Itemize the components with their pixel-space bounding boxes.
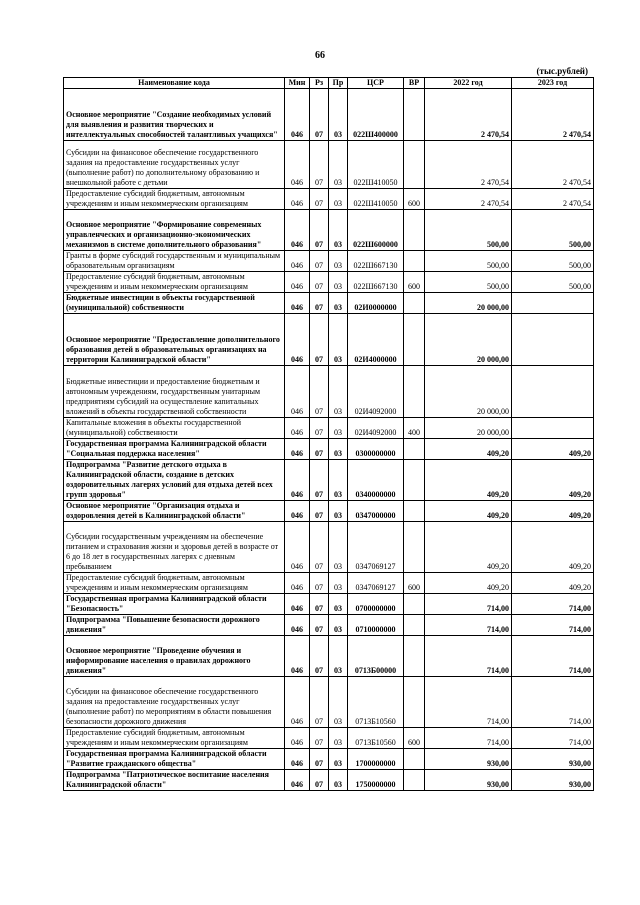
cell-pr: 03 xyxy=(329,141,348,189)
cell-2023: 930,00 xyxy=(512,770,594,791)
cell-min: 046 xyxy=(285,439,310,460)
cell-min: 046 xyxy=(285,501,310,522)
cell-rz: 07 xyxy=(310,636,329,677)
cell-2022: 409,20 xyxy=(425,522,512,573)
cell-rz: 07 xyxy=(310,418,329,439)
cell-2022: 930,00 xyxy=(425,770,512,791)
cell-name: Государственная программа Калининградской области "Безопасность" xyxy=(64,594,285,615)
cell-rz: 07 xyxy=(310,501,329,522)
header-pr: Пр xyxy=(329,78,348,89)
cell-vr xyxy=(404,522,425,573)
cell-csr: 02И4000000 xyxy=(348,314,404,366)
cell-min: 046 xyxy=(285,615,310,636)
cell-2023: 714,00 xyxy=(512,615,594,636)
cell-pr: 03 xyxy=(329,522,348,573)
cell-csr: 0713Б10560 xyxy=(348,677,404,728)
cell-2023: 2 470,54 xyxy=(512,89,594,141)
cell-rz: 07 xyxy=(310,293,329,314)
cell-rz: 07 xyxy=(310,89,329,141)
cell-2022: 20 000,00 xyxy=(425,314,512,366)
cell-pr: 03 xyxy=(329,272,348,293)
cell-min: 046 xyxy=(285,89,310,141)
cell-csr: 02И0000000 xyxy=(348,293,404,314)
cell-vr xyxy=(404,615,425,636)
cell-name: Бюджетные инвестиции и предоставление бюджетным и автономным учреждениям, государственным унитарным предприятиям субсидий на осуществление капитальных вложений в объекты государственной собственности xyxy=(64,366,285,418)
cell-2023: 930,00 xyxy=(512,749,594,770)
cell-min: 046 xyxy=(285,314,310,366)
cell-csr: 0300000000 xyxy=(348,439,404,460)
cell-2022: 714,00 xyxy=(425,636,512,677)
cell-rz: 07 xyxy=(310,615,329,636)
cell-2022: 409,20 xyxy=(425,573,512,594)
table-row xyxy=(64,293,594,314)
cell-2023: 409,20 xyxy=(512,501,594,522)
page-number: 66 xyxy=(315,50,325,61)
cell-rz: 07 xyxy=(310,522,329,573)
cell-pr: 03 xyxy=(329,636,348,677)
table-row xyxy=(64,594,594,615)
header-csr: ЦСР xyxy=(348,78,404,89)
table-row xyxy=(64,615,594,636)
cell-2022: 500,00 xyxy=(425,251,512,272)
cell-2022: 2 470,54 xyxy=(425,89,512,141)
cell-2022: 409,20 xyxy=(425,439,512,460)
cell-pr: 03 xyxy=(329,677,348,728)
cell-2022: 714,00 xyxy=(425,615,512,636)
cell-2023: 500,00 xyxy=(512,272,594,293)
header-rz: Рз xyxy=(310,78,329,89)
table-row xyxy=(64,418,594,439)
table-row xyxy=(64,749,594,770)
cell-min: 046 xyxy=(285,677,310,728)
cell-name: Субсидии государственным учреждениям на обеспечение питанием и страхования жизни и здоровья детей в возрасте от 6 до 18 лет в государственных лагерях с дневным пребыванием xyxy=(64,522,285,573)
cell-vr xyxy=(404,89,425,141)
cell-vr xyxy=(404,141,425,189)
cell-2023: 714,00 xyxy=(512,728,594,749)
cell-name: Бюджетные инвестиции в объекты государственной (муниципальной) собственности xyxy=(64,293,285,314)
cell-pr: 03 xyxy=(329,89,348,141)
table-row xyxy=(64,522,594,573)
cell-2022: 2 470,54 xyxy=(425,189,512,210)
cell-vr xyxy=(404,439,425,460)
cell-pr: 03 xyxy=(329,770,348,791)
cell-vr xyxy=(404,366,425,418)
cell-pr: 03 xyxy=(329,189,348,210)
cell-vr xyxy=(404,749,425,770)
cell-rz: 07 xyxy=(310,272,329,293)
table-row xyxy=(64,89,594,141)
cell-2023 xyxy=(512,366,594,418)
cell-2023 xyxy=(512,293,594,314)
cell-csr: 022Ш410050 xyxy=(348,189,404,210)
cell-rz: 07 xyxy=(310,770,329,791)
cell-vr xyxy=(404,594,425,615)
cell-vr xyxy=(404,501,425,522)
cell-min: 046 xyxy=(285,636,310,677)
cell-min: 046 xyxy=(285,749,310,770)
table-row xyxy=(64,636,594,677)
cell-2023: 500,00 xyxy=(512,251,594,272)
cell-name: Государственная программа Калининградской области "Социальная поддержка населения" xyxy=(64,439,285,460)
cell-name: Подпрограмма "Повышение безопасности дорожного движения" xyxy=(64,615,285,636)
table-row xyxy=(64,677,594,728)
cell-vr: 600 xyxy=(404,189,425,210)
cell-vr: 600 xyxy=(404,272,425,293)
cell-vr xyxy=(404,677,425,728)
cell-name: Предоставление субсидий бюджетным, автономным учреждениям и иным некоммерческим организациям xyxy=(64,189,285,210)
cell-name: Субсидии на финансовое обеспечение государственного задания на предоставление государственных услуг (выполнение работ) по мероприятиям в области повышения безопасности дорожного движения xyxy=(64,677,285,728)
cell-vr: 600 xyxy=(404,728,425,749)
cell-2023: 2 470,54 xyxy=(512,141,594,189)
cell-pr: 03 xyxy=(329,418,348,439)
cell-2022: 409,20 xyxy=(425,501,512,522)
cell-name: Предоставление субсидий бюджетным, автономным учреждениям и иным некоммерческим организациям xyxy=(64,728,285,749)
cell-csr: 0710000000 xyxy=(348,615,404,636)
cell-name: Предоставление субсидий бюджетным, автономным учреждениям и иным некоммерческим организациям xyxy=(64,573,285,594)
cell-pr: 03 xyxy=(329,594,348,615)
cell-min: 046 xyxy=(285,366,310,418)
cell-name: Капитальные вложения в объекты государственной (муниципальной) собственности xyxy=(64,418,285,439)
cell-vr xyxy=(404,314,425,366)
cell-rz: 07 xyxy=(310,189,329,210)
cell-2022: 714,00 xyxy=(425,677,512,728)
table-row xyxy=(64,770,594,791)
cell-name: Основное мероприятие "Организация отдыха и оздоровления детей в Калининградской области" xyxy=(64,501,285,522)
cell-name: Основное мероприятие "Формирование современных управленческих и организационно-экономических механизмов в системе дополнительного образования" xyxy=(64,210,285,251)
header-min: Мин xyxy=(285,78,310,89)
cell-csr: 0347069127 xyxy=(348,522,404,573)
cell-vr: 400 xyxy=(404,418,425,439)
cell-csr: 1700000000 xyxy=(348,749,404,770)
cell-2022: 409,20 xyxy=(425,460,512,501)
budget-table xyxy=(63,77,594,791)
cell-2023: 500,00 xyxy=(512,210,594,251)
cell-csr: 0713Б10560 xyxy=(348,728,404,749)
table-row xyxy=(64,439,594,460)
table-row xyxy=(64,728,594,749)
cell-name: Подпрограмма "Патриотическое воспитание населения Калининградской области" xyxy=(64,770,285,791)
cell-csr: 0340000000 xyxy=(348,460,404,501)
cell-vr xyxy=(404,293,425,314)
cell-2023: 2 470,54 xyxy=(512,189,594,210)
cell-vr xyxy=(404,251,425,272)
table-row xyxy=(64,141,594,189)
cell-rz: 07 xyxy=(310,366,329,418)
cell-min: 046 xyxy=(285,189,310,210)
cell-pr: 03 xyxy=(329,460,348,501)
table-row xyxy=(64,366,594,418)
table-row xyxy=(64,314,594,366)
cell-pr: 03 xyxy=(329,749,348,770)
cell-rz: 07 xyxy=(310,728,329,749)
cell-rz: 07 xyxy=(310,594,329,615)
cell-rz: 07 xyxy=(310,210,329,251)
cell-rz: 07 xyxy=(310,749,329,770)
cell-min: 046 xyxy=(285,293,310,314)
cell-min: 046 xyxy=(285,522,310,573)
cell-pr: 03 xyxy=(329,314,348,366)
cell-rz: 07 xyxy=(310,573,329,594)
header-vr: ВР xyxy=(404,78,425,89)
cell-2022: 930,00 xyxy=(425,749,512,770)
header-name: Наименование кода xyxy=(64,78,285,89)
cell-vr: 600 xyxy=(404,573,425,594)
cell-pr: 03 xyxy=(329,728,348,749)
cell-min: 046 xyxy=(285,251,310,272)
cell-2022: 20 000,00 xyxy=(425,366,512,418)
cell-2022: 714,00 xyxy=(425,728,512,749)
cell-min: 046 xyxy=(285,418,310,439)
cell-pr: 03 xyxy=(329,615,348,636)
table-row xyxy=(64,251,594,272)
header-2023: 2023 год xyxy=(512,78,594,89)
cell-min: 046 xyxy=(285,728,310,749)
header-row xyxy=(64,78,594,89)
cell-2023: 714,00 xyxy=(512,636,594,677)
cell-name: Подпрограмма "Развитие детского отдыха в Калининградской области, создание в детских оздоровительных лагерях условий для отдыха детей всех групп здоровья" xyxy=(64,460,285,501)
cell-2022: 714,00 xyxy=(425,594,512,615)
cell-pr: 03 xyxy=(329,293,348,314)
cell-min: 046 xyxy=(285,594,310,615)
cell-vr xyxy=(404,210,425,251)
cell-min: 046 xyxy=(285,272,310,293)
cell-name: Основное мероприятие "Создание необходимых условий для выявления и развития творческих и интеллектуальных способностей талантливых учащихся" xyxy=(64,89,285,141)
cell-2023: 409,20 xyxy=(512,573,594,594)
cell-vr xyxy=(404,770,425,791)
cell-min: 046 xyxy=(285,460,310,501)
cell-min: 046 xyxy=(285,770,310,791)
cell-csr: 022Ш410050 xyxy=(348,141,404,189)
cell-rz: 07 xyxy=(310,460,329,501)
header-2022: 2022 год xyxy=(425,78,512,89)
cell-csr: 0713Б00000 xyxy=(348,636,404,677)
cell-name: Предоставление субсидий бюджетным, автономным учреждениям и иным некоммерческим организациям xyxy=(64,272,285,293)
table-row xyxy=(64,189,594,210)
table-row xyxy=(64,460,594,501)
cell-min: 046 xyxy=(285,210,310,251)
cell-csr: 0347000000 xyxy=(348,501,404,522)
cell-2022: 20 000,00 xyxy=(425,418,512,439)
table-row xyxy=(64,573,594,594)
cell-2023: 409,20 xyxy=(512,522,594,573)
units-label: (тыс.рублей) xyxy=(536,66,588,76)
cell-rz: 07 xyxy=(310,314,329,366)
cell-csr: 1750000000 xyxy=(348,770,404,791)
cell-name: Субсидии на финансовое обеспечение государственного задания на предоставление государственных услуг (выполнение работ) по дополнительному образованию и внешкольной работе с детьми xyxy=(64,141,285,189)
cell-name: Государственная программа Калининградской области "Развитие гражданского общества" xyxy=(64,749,285,770)
cell-rz: 07 xyxy=(310,677,329,728)
cell-2023: 714,00 xyxy=(512,594,594,615)
cell-pr: 03 xyxy=(329,366,348,418)
cell-rz: 07 xyxy=(310,141,329,189)
table-body xyxy=(64,89,594,791)
cell-csr: 02И4092000 xyxy=(348,366,404,418)
table-row xyxy=(64,272,594,293)
cell-name: Основное мероприятие "Предоставление дополнительного образования детей в образовательных организациях на территории Калининградской области" xyxy=(64,314,285,366)
table-row xyxy=(64,501,594,522)
cell-2023: 409,20 xyxy=(512,439,594,460)
cell-csr: 022Ш400000 xyxy=(348,89,404,141)
cell-csr: 0347069127 xyxy=(348,573,404,594)
cell-2022: 2 470,54 xyxy=(425,141,512,189)
cell-csr: 022Ш667130 xyxy=(348,272,404,293)
cell-name: Гранты в форме субсидий государственным и муниципальным образовательным организациям xyxy=(64,251,285,272)
cell-name: Основное мероприятие "Проведение обучения и информирование населения о правилах дорожного движения" xyxy=(64,636,285,677)
cell-pr: 03 xyxy=(329,573,348,594)
cell-2023: 409,20 xyxy=(512,460,594,501)
cell-csr: 0700000000 xyxy=(348,594,404,615)
cell-min: 046 xyxy=(285,141,310,189)
cell-2023 xyxy=(512,418,594,439)
table-row xyxy=(64,210,594,251)
cell-min: 046 xyxy=(285,573,310,594)
cell-vr xyxy=(404,460,425,501)
cell-rz: 07 xyxy=(310,439,329,460)
cell-pr: 03 xyxy=(329,210,348,251)
cell-2022: 500,00 xyxy=(425,210,512,251)
cell-pr: 03 xyxy=(329,251,348,272)
cell-csr: 022Ш600000 xyxy=(348,210,404,251)
cell-pr: 03 xyxy=(329,501,348,522)
cell-2023: 714,00 xyxy=(512,677,594,728)
cell-2023 xyxy=(512,314,594,366)
cell-vr xyxy=(404,636,425,677)
cell-csr: 02И4092000 xyxy=(348,418,404,439)
cell-csr: 022Ш667130 xyxy=(348,251,404,272)
cell-pr: 03 xyxy=(329,439,348,460)
cell-2022: 500,00 xyxy=(425,272,512,293)
cell-2022: 20 000,00 xyxy=(425,293,512,314)
cell-rz: 07 xyxy=(310,251,329,272)
